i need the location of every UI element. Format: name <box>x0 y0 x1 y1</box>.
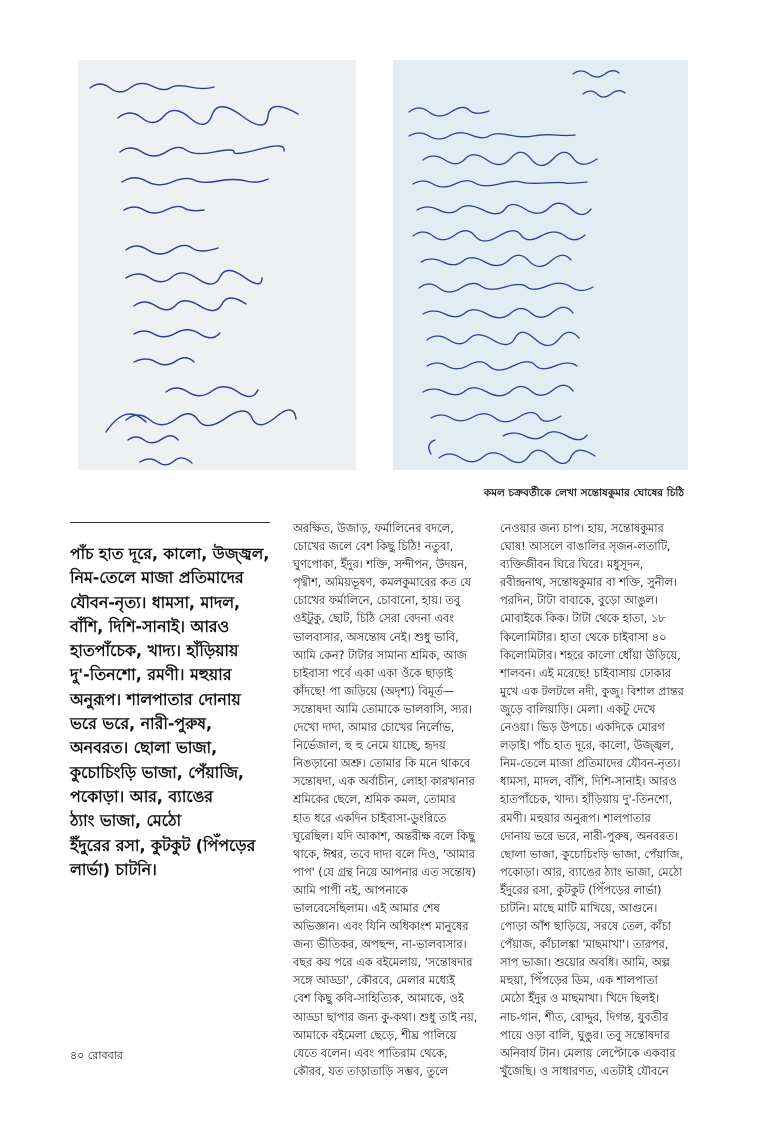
column-text-line: ইঁদুরের রসা, কুটকুট (পিঁপড়ের লার্ভা) <box>500 883 662 897</box>
column-text-line: ধামসা, মাদল, বাঁশি, দিশি-সানাই। আরও <box>500 775 677 789</box>
column-text-line: দোনায় ভরে ভরে, নারী-পুরুষ, অনবরত। <box>500 829 679 843</box>
column-text-line: পৃথ্বীশ, অমিয়ভূষণ, কমলকুমারের কত যে <box>293 576 472 590</box>
pull-quote <box>70 542 270 882</box>
column-text-line: শ্রমিকের ছেলে, শ্রমিক কমল, তোমার <box>293 793 456 807</box>
pull-quote-line: অনুরূপ। শালপাতার দোনায় <box>70 689 241 709</box>
column-text-line: বেশ কিছু কবি-সাহিত্যিক, আমাকে, ওই <box>293 992 464 1006</box>
handwritten-letter-left <box>78 60 356 470</box>
column-text-line: পায়ে ওড়া বালি, ঘুঙুর। তবু সন্তোষদার <box>500 1028 670 1042</box>
column-text-line: যেতে বলেন। এবং পাতিরাম থেকে, <box>293 1046 448 1060</box>
column-text-line: সঙ্গে আড্ডা', কৌরবে, মেলার মধ্যেই <box>293 974 456 988</box>
column-text-line: সাপ ভাজা। শুয়োর অবধি। আমি, অল্প <box>500 956 670 970</box>
handwritten-letter-right <box>393 60 688 470</box>
column-text-line: ব্যক্তিজীবন ঘিরে ঘিরে। মধুসূদন, <box>500 558 644 572</box>
column-text-line: রবীন্দ্রনাথ, সন্তোষকুমার বা শক্তি, সুনীল। <box>500 576 678 590</box>
column-text-line: চাইবাসা পর্বে একা একা ওঁকে ছাড়াই <box>293 666 453 680</box>
column-text-line: কাঁদছে! পা জড়িয়ে (অদৃশ্য) বিমূর্ত— <box>293 684 454 698</box>
pull-quote-line: দু'-তিনশো, রমণী। মহুয়ার <box>70 665 232 685</box>
pull-quote-line: অনবরত। ছোলা ভাজা, <box>70 738 218 758</box>
pull-quote-line: কুচোচিংড়ি ভাজা, পেঁয়াজি, <box>70 762 244 782</box>
pull-quote-line: ভরে ভরে, নারী-পুরুষ, <box>70 714 212 734</box>
column-text-line: চাটনি। মাছে মাটি মাখিয়ে, আগুনে। <box>500 901 658 915</box>
column-text-line: আমি কেন? টাটার সামান্য শ্রমিক, আজ <box>293 648 467 662</box>
column-text-line: নাচ-গান, শীত, রোদ্দুর, দিগন্ত, যুবতীর <box>500 1010 669 1024</box>
pull-quote-line: নিম-তেলে মাজা প্রতিমাদের <box>70 568 244 588</box>
column-text-line: আড্ডা ছাপার জন্য কু-কথা। শুধু তাই নয়, <box>293 1010 478 1024</box>
column-text-line: মুখে এক টলটলে নদী, কুজু। বিশাল প্রান্তর <box>500 684 684 698</box>
column-text-line: কিলোমিটার। শহরে কালো ধোঁয়া উড়িয়ে, <box>500 648 681 662</box>
pull-quote-line: যৌবন-নৃত্য। ধামসা, মাদল, <box>70 592 240 612</box>
column-text-line: লড়াই। পাঁচ হাত দূরে, কালো, উজ্জ্বল, <box>500 739 674 753</box>
column-text-line: পকোড়া। আর, ব্যাঙের ঠ্যাং ভাজা, মেঠো <box>500 865 683 879</box>
column-text-line: খুঁজেছি। ও সাধারণত, এতটাই যৌবনে <box>500 1064 669 1078</box>
column-text-line: অভিজ্ঞান। এবং যিনি অধিকাংশ মানুষের <box>293 920 469 934</box>
column-text-line: আমাকে বইমেলা ছেড়ে, শীঘ্র পালিয়ে <box>293 1028 457 1042</box>
column-text-line: ঘুরেছিল। যদি আকাশ, অন্তরীক্ষ বলে কিছু <box>293 829 475 843</box>
column-text-line: মেঠো ইঁদুর ও মাছমাখা। খিদে ছিলই। <box>500 992 660 1006</box>
column-text-line: ছোলা ভাজা, কুচোচিংড়ি ভাজা, পেঁয়াজি, <box>500 847 684 861</box>
column-text-line: নেওয়ার জন্য চাপ। হায়, সন্তোষকুমার <box>500 522 664 535</box>
pull-quote-line: হাতপাঁচেক, খাদ্য। হাঁড়িয়ায় <box>70 641 239 661</box>
pull-quote-line: পাঁচ হাত দূরে, কালো, উজ্জ্বল, <box>70 544 270 563</box>
column-text-line: সন্তোষদা, এক অর্বাচীন, লোহা কারখানার <box>293 775 475 789</box>
column-text-line: ঘোষ! আসলে বাঙালির সৃজন-লতাটি, <box>500 540 671 554</box>
column-text-line: কৌরব, যত তাড়াতাড়ি সম্ভব, তুলে <box>293 1064 449 1078</box>
column-text-line: পোড়া আঁশ ছাড়িয়ে, সরষে তেল, কাঁচা <box>500 920 671 934</box>
column-text-line: পাপ' (যে গ্রন্থ নিয়ে আপনার এত সন্তোষ) <box>293 865 476 879</box>
column-text-line: নিম-তেলে মাজা প্রতিমাদের যৌবন-নৃত্য। <box>500 757 681 771</box>
column-text-line: আমি পাপী নই, আপনাকে <box>293 883 408 897</box>
column-text-line: হাতপাঁচেক, খাদ্য। হাঁড়িয়ায় দু'-তিনশো, <box>500 793 673 807</box>
pull-quote-line: লার্ভা) চাটনি। <box>70 859 157 879</box>
handwriting-image-left <box>78 60 356 470</box>
column-text-line: নিঙড়ানো অশ্রু। তোমার কি মনে থাকবে <box>293 757 471 771</box>
column-text-line: ভালবাসার, অসন্তোষ নেই। শুধু ভাবি, <box>293 630 459 644</box>
pull-quote-line: ঠ্যাং ভাজা, মেঠো <box>70 811 182 831</box>
column-text-line: দেখো দাদা, আমার চোখের নির্লোভ, <box>293 721 455 735</box>
column-text-line: অনিবার্য টান। মেলায় লেপ্টোকে একবার <box>500 1046 676 1060</box>
article-column-right <box>500 520 684 1081</box>
pull-quote-line: বাঁশি, দিশি-সানাই। আরও <box>70 616 230 636</box>
column-text-line: মোবাইকে কিক। টাটা থেকে হাতা, ১৮ <box>500 612 666 626</box>
column-text-line: রমণী। মহুয়ার অনুরূপ। শালপাতার <box>500 811 651 825</box>
column-text-line: জন্য ভীতিকর, অপছন্দ, না-ভালবাসার। <box>293 938 467 952</box>
column-text-line: চোখের ফর্মালিনে, চোবানো, হায়। তবু <box>293 594 461 608</box>
column-text-line: ওইটুকু, ছোট, চিঠি সেরা বেদনা এবং <box>293 612 454 626</box>
column-text-line: পেঁয়াজ, কাঁচালঙ্কা 'মাছমাখা'। তারপর, <box>500 938 669 952</box>
column-text-line: জুড়ে বালিয়াড়ি। মেলা। একটু দেখে <box>500 702 656 716</box>
column-text-line: সন্তোষদা আমি তোমাকে ভালবাসি, স্যর। <box>293 702 472 716</box>
column-text-line: ভালবেসেছিলাম। এই আমার শেষ <box>293 901 440 915</box>
column-text-line: হাত ধরে একদিন চাইবাসা-ডুংরিতে <box>293 811 447 825</box>
column-text-line: ঘুণপোকা, ইঁদুর। শক্তি, সন্দীপন, উদয়ন, <box>293 558 468 572</box>
column-text-line: নেওয়া। ভিড় উপচে। একদিকে মোরগ <box>500 721 665 735</box>
column-text-line: কিলোমিটার। হাতা থেকে চাইবাসা ৪০ <box>500 630 667 644</box>
handwriting-image-right <box>393 60 688 470</box>
pullquote-rule <box>70 522 270 523</box>
column-text-line: শালবন। এই মরেছে! চাইবাসায় ঢোকার <box>500 666 672 680</box>
column-text-line: নির্ভেজাল, হু হু নেমে যাচ্ছে, হৃদয় <box>293 739 446 753</box>
column-text-line: থাকে, ঈশ্বর, তবে দাদা বলে দিও, 'আমার <box>293 847 475 861</box>
column-text-line: মহুয়া, পিঁপড়ের ডিম, এক শালপাতা <box>500 974 658 988</box>
pull-quote-line: পকোড়া। আর, ব্যাঙের <box>70 786 213 806</box>
column-text-line: বছর কয় পরে এক বইমেলায়, 'সন্তোষদার <box>293 956 473 970</box>
pull-quote-line: ইঁদুরের রসা, কুটকুট (পিঁপড়ের <box>70 835 256 855</box>
photo-caption: কমল চক্রবর্তীকে লেখা সন্তোষকুমার ঘোষের চিঠি <box>483 487 684 499</box>
column-text-line: পরদিন, টাটা বাবাকে, বুড়ো আঙুল। <box>500 594 658 608</box>
column-text-line: চোখের জলে বেশ কিছু চিঠি! নতুবা, <box>293 540 454 554</box>
article-column-middle <box>293 520 477 1081</box>
column-text-line: অরক্ষিত, উজাড়, ফর্মালিনের বদলে, <box>293 522 454 535</box>
page-number-footer: ৪০ রোববার <box>70 1049 123 1062</box>
